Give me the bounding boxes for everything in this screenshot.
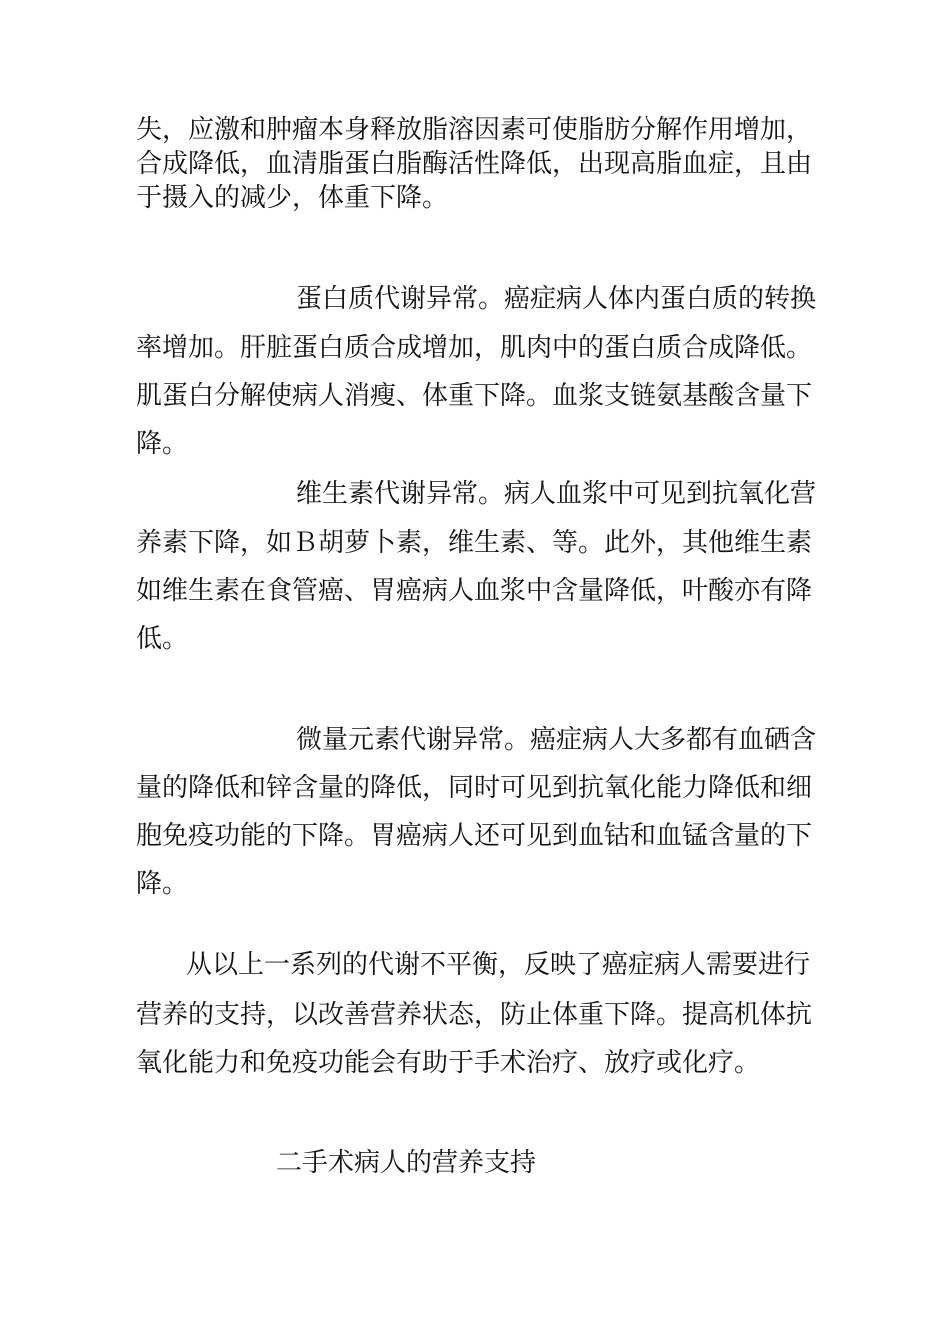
text-line: 低。	[136, 624, 189, 654]
text-line: 微量元素代谢异常。癌症病人大多都有血硒含	[296, 725, 817, 755]
text-line: 降。	[136, 429, 189, 459]
text-line: 养素下降，如Ｂ胡萝卜素，维生素、等。此外，其他维生素	[136, 528, 813, 558]
text-line: 降。	[136, 869, 189, 899]
text-line: 氧化能力和免疫功能会有助于手术治疗、放疗或化疗。	[136, 1048, 761, 1078]
text-line: 蛋白质代谢异常。癌症病人体内蛋白质的转换	[296, 284, 817, 314]
text-line: 胞免疫功能的下降。胃癌病人还可见到血钴和血锰含量的下	[136, 821, 813, 851]
text-line: 营养的支持，以改善营养状态，防止体重下降。提高机体抗	[136, 1000, 813, 1030]
text-line: 如维生素在食管癌、胃癌病人血浆中含量降低，叶酸亦有降	[136, 576, 813, 606]
text-line: 合成降低，血清脂蛋白脂酶活性降低，出现高脂血症，且由	[136, 149, 813, 179]
text-line: 从以上一系列的代谢不平衡，反映了癌症病人需要进行	[186, 950, 811, 980]
text-line: 于摄入的减少，体重下降。	[136, 183, 449, 213]
text-line: 维生素代谢异常。病人血浆中可见到抗氧化营	[296, 479, 817, 509]
text-line: 率增加。肝脏蛋白质合成增加，肌肉中的蛋白质合成降低。	[136, 333, 813, 363]
text-line: 肌蛋白分解使病人消瘦、体重下降。血浆支链氨基酸含量下	[136, 381, 813, 411]
section-heading: 二手术病人的营养支持	[276, 1148, 537, 1178]
text-line: 量的降低和锌含量的降低，同时可见到抗氧化能力降低和细	[136, 773, 813, 803]
text-line: 失，应激和肿瘤本身释放脂溶因素可使脂肪分解作用增加，	[136, 115, 813, 145]
